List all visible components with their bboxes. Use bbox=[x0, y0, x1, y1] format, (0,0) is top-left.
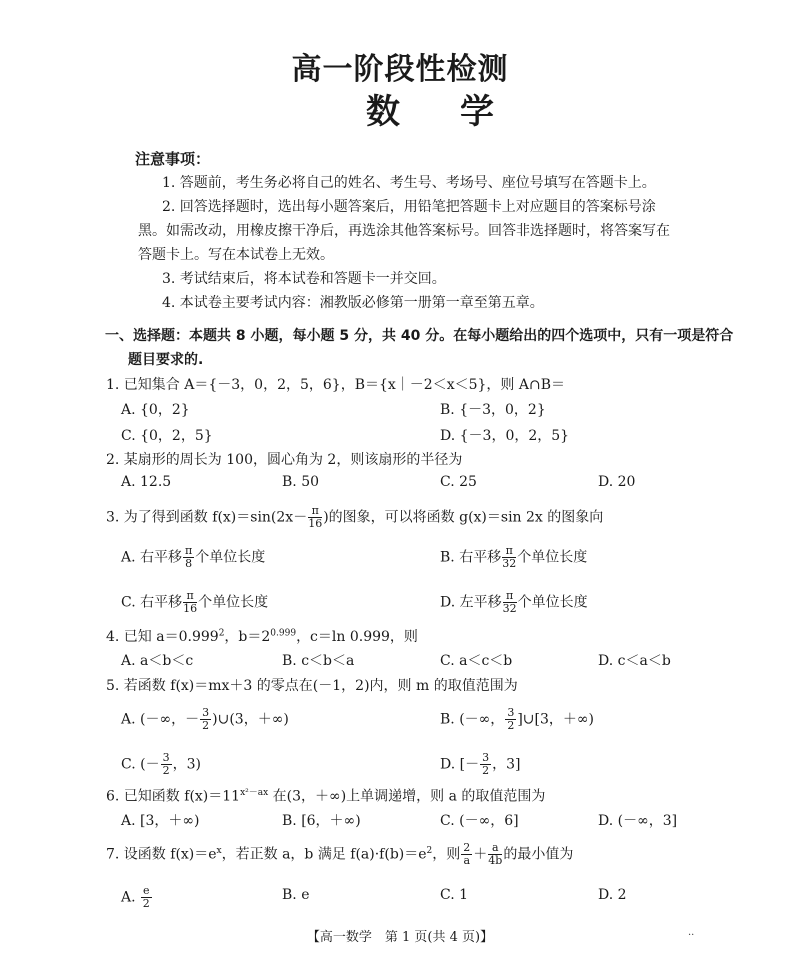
notice-item-2-cont: 黑。如需改动，用橡皮擦干净后，再选涂其他答案标号。回答非选择题时，将答案写在 bbox=[138, 223, 670, 239]
q7-option-c: C. 1 bbox=[440, 887, 469, 903]
q6-option-b: B. [6，＋∞) bbox=[282, 813, 361, 829]
question-5-stem: 5. 若函数 f(x)＝mx＋3 的零点在(－1，2)内，则 m 的取值范围为 bbox=[106, 678, 518, 694]
notice-item-2: 2. 回答选择题时，选出每小题答案后，用铅笔把答题卡上对应题目的答案标号涂 bbox=[162, 199, 656, 215]
q4-option-c: C. a＜c＜b bbox=[440, 653, 513, 669]
q7-option-d: D. 2 bbox=[598, 887, 627, 903]
section-heading: 一、选择题：本题共 8 小题，每小题 5 分，共 40 分。在每小题给出的四个选项中，只有一项是符合 bbox=[105, 328, 734, 344]
corner-mark: ·· bbox=[688, 930, 695, 941]
notice-item-2-end: 答题卡上。写在本试卷上无效。 bbox=[138, 247, 334, 263]
question-6-stem: 6. 已知函数 $f(x)=11^{x^2-ax}$ 在(3，＋∞)上单调递增，则 a 的取值范围为 bbox=[106, 788, 546, 805]
q3-option-a: A. 右平移 $\frac{\pi}{8}$ 个单位长度 bbox=[121, 544, 266, 570]
q2-option-a: A. 12.5 bbox=[121, 474, 172, 490]
q4-option-b: B. c＜b＜a bbox=[282, 653, 355, 669]
q1-option-b: B. {－3，0，2} bbox=[440, 402, 546, 418]
q7-option-b: B. e bbox=[282, 887, 310, 903]
notice-heading: 注意事项： bbox=[135, 150, 211, 168]
q2-option-d: D. 20 bbox=[598, 474, 636, 490]
q3-option-c: C. 右平移 $\frac{\pi}{16}$ 个单位长度 bbox=[121, 589, 269, 615]
q1-option-d: D. {－3，0，2，5} bbox=[440, 428, 570, 444]
fraction: $\frac{\pi}{16}$ bbox=[308, 504, 323, 530]
notice-item-4: 4. 本试卷主要考试内容：湘教版必修第一册第一章至第五章。 bbox=[162, 295, 544, 311]
q7-option-a: A. $\frac{e}{2}$ bbox=[121, 884, 150, 910]
q6-option-c: C. (－∞，6] bbox=[440, 813, 519, 829]
question-3-stem: 3. 为了得到函数 f(x)＝sin(2x－ $\frac{\pi}{16}$ )的图象，可以将函数 g(x)＝sin 2x 的图象向 bbox=[106, 504, 604, 530]
q2-option-c: C. 25 bbox=[440, 474, 477, 490]
page-footer: 【高一数学 第 1 页(共 4 页)】 bbox=[306, 930, 494, 945]
exam-title: 高一阶段性检测 bbox=[291, 52, 509, 87]
q1-option-a: A. {0，2} bbox=[121, 402, 190, 418]
notice-item-3: 3. 考试结束后，将本试卷和答题卡一并交回。 bbox=[162, 271, 446, 287]
q5-option-b: B. (－∞， $\frac{3}{2}$ ]∪[3，＋∞) bbox=[440, 706, 594, 732]
q5-option-d: D. [－ $\frac{3}{2}$ ，3] bbox=[440, 751, 521, 777]
q6-option-a: A. [3，＋∞) bbox=[121, 813, 200, 829]
q4-option-d: D. c＜a＜b bbox=[598, 653, 671, 669]
question-2-stem: 2. 某扇形的周长为 100，圆心角为 2，则该扇形的半径为 bbox=[106, 452, 463, 468]
question-1-stem: 1. 已知集合 A＝{－3，0，2，5，6}，B＝{x｜－2＜x＜5}，则 A∩B＝ bbox=[106, 377, 566, 393]
q3-option-b: B. 右平移 $\frac{\pi}{32}$ 个单位长度 bbox=[440, 544, 588, 570]
question-7-stem: 7. 设函数 $f(x)=e^x$，若正数 a，b 满足 $f(a)\cdot f(b)=e^2$，则 $\frac{2}{a}$ ＋ $\frac{a}{4b}$ 的最小值为 bbox=[106, 841, 574, 867]
q3-option-d: D. 左平移 $\frac{\pi}{32}$ 个单位长度 bbox=[440, 589, 588, 615]
q2-option-b: B. 50 bbox=[282, 474, 320, 490]
notice-item-1: 1. 答题前，考生务必将自己的姓名、考生号、考场号、座位号填写在答题卡上。 bbox=[162, 175, 656, 191]
question-4-stem: 4. 已知 $a=0.999^2$，$b=2^{0.999}$，c＝ln 0.999，则 bbox=[106, 628, 418, 645]
q5-option-a: A. (－∞，－ $\frac{3}{2}$ )∪(3，＋∞) bbox=[121, 706, 289, 732]
section-heading-cont: 题目要求的. bbox=[128, 352, 204, 368]
subject-title: 数学 bbox=[366, 92, 554, 132]
q4-option-a: A. a＜b＜c bbox=[121, 653, 194, 669]
q6-option-d: D. (－∞，3] bbox=[598, 813, 678, 829]
q5-option-c: C. (－ $\frac{3}{2}$ ，3) bbox=[121, 751, 201, 777]
q1-option-c: C. {0，2，5} bbox=[121, 428, 213, 444]
